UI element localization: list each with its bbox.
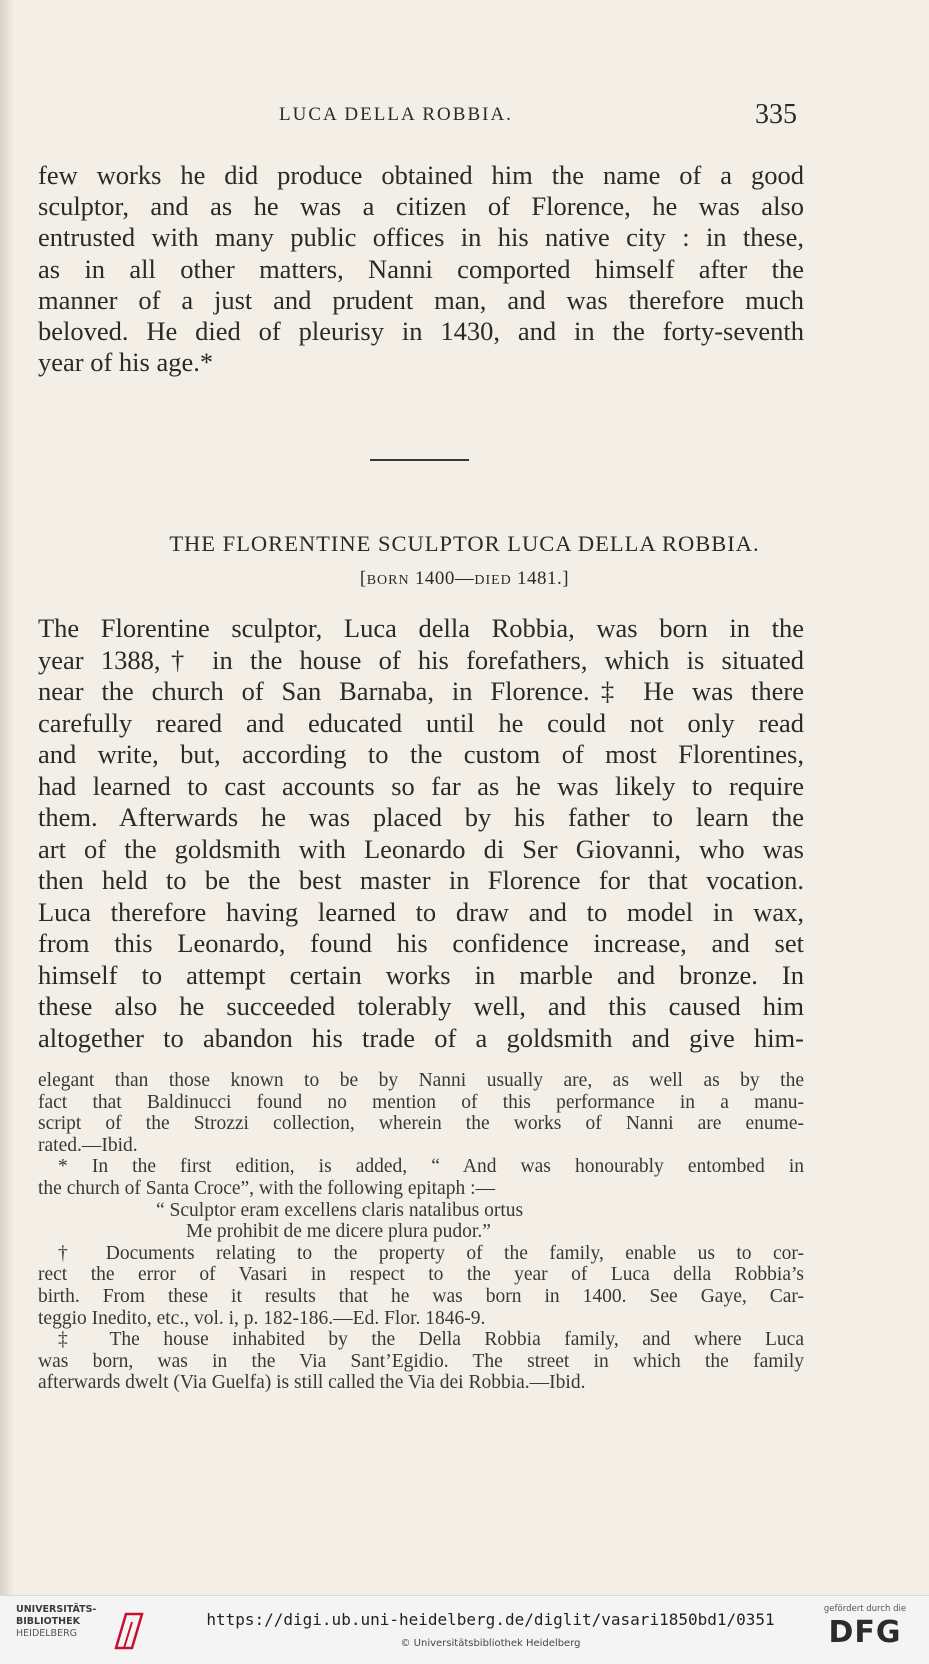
text-line: year 1388,† in the house of his forefathers, which is situated (38, 644, 804, 675)
text-line: sculptor, and as he was a citizen of Florence, he was also (38, 191, 804, 222)
born-label: BORN (366, 573, 410, 588)
viewer-footer (0, 1595, 929, 1664)
footnote-line: elegant than those known to be by Nanni usually are, as well as by the (38, 1070, 804, 1091)
footnote-double-dagger (38, 1329, 804, 1394)
paragraph-nanni-conclusion (38, 160, 804, 378)
bracket: [ (359, 568, 367, 589)
section-dates (0, 568, 929, 590)
running-title: LUCA DELLA ROBBIA. (279, 104, 513, 125)
funder-caption: gefördert durch die (823, 1604, 907, 1614)
text-line: then held to be the best master in Florence for that vocation. (38, 865, 804, 895)
footnote-line: was born, was in the Via Sant’Egidio. The street in which the family (38, 1350, 804, 1372)
text-line: himself to attempt certain works in marble and bronze. In (38, 959, 804, 990)
footnote-line: rated.—Ibid. (38, 1134, 138, 1156)
text-line: them. Afterwards he was placed by his father to learn the (38, 802, 804, 832)
section-divider (370, 459, 469, 461)
text-line: art of the goldsmith with Leonardo di Ser Giovanni, who was (38, 833, 804, 864)
running-head (0, 99, 929, 134)
text-line: had learned to cast accounts so far as he was likely to require (38, 770, 804, 801)
footnote-line: birth. From these it results that he was born in 1400. See Gaye, Car- (38, 1285, 804, 1307)
text-line: Luca therefore having learned to draw and to model in wax, (38, 896, 804, 927)
text-line: these also he succeeded tolerably well, and this caused him (38, 991, 804, 1021)
text-line: carefully reared and educated until he could not only read (38, 707, 804, 738)
footnote-line: † Documents relating to the property of the family, enable us to cor- (58, 1242, 804, 1264)
library-name-line: BIBLIOTHEK (16, 1616, 80, 1627)
footnote-star (38, 1156, 804, 1242)
text-line: beloved. He died of pleurisy in 1430, and in the forty-seventh (38, 316, 804, 347)
funder-block[interactable] (815, 1604, 915, 1652)
page-edge-shadow (0, 0, 14, 1595)
born-year: 1400— (409, 568, 475, 589)
text-line: manner of a just and prudent man, and was therefore much (38, 284, 804, 315)
section-title: THE FLORENTINE SCULPTOR LUCA DELLA ROBBIA. (169, 531, 760, 556)
died-label: DIED (474, 573, 512, 588)
text-line: from this Leonardo, found his confidence increase, and set (38, 928, 804, 958)
died-year: 1481.] (511, 568, 570, 589)
text-line: and write, but, according to the custom of most Florentines, (38, 739, 804, 769)
text-line: year of his age.* (38, 347, 214, 378)
footnote-continuation (38, 1070, 804, 1156)
footnote-line: afterwards dwelt (Via Guelfa) is still called the Via dei Robbia.—Ibid. (38, 1372, 586, 1394)
footnote-dagger (38, 1243, 804, 1329)
text-line: The Florentine sculptor, Luca della Robbia, was born in the (38, 613, 804, 643)
text-line: entrusted with many public offices in his native city : in these, (38, 222, 804, 253)
footnotes (38, 1070, 804, 1394)
footnote-line: rect the error of Vasari in respect to the year of Luca della Robbia’s (38, 1264, 804, 1286)
paragraph-luca-biography (38, 613, 804, 1054)
text-line: near the church of San Barnaba, in Florence.‡ He was there (38, 676, 804, 706)
footnote-line: ‡ The house inhabited by the Della Robbia family, and where Luca (58, 1329, 804, 1351)
page-number: 335 (755, 99, 797, 130)
permalink-url[interactable]: https://digi.ub.uni-heidelberg.de/diglit/vasari1850bd1/0351 (206, 1610, 775, 1629)
footnote-line: * In the first edition, is added, “ And was honourably entombed in (58, 1156, 804, 1178)
footnote-line: teggio Inedito, etc., vol. i, p. 182-186.—Ed. Flor. 1846-9. (38, 1307, 486, 1329)
footnote-line: fact that Baldinucci found no mention of this performance in a manu- (38, 1091, 804, 1113)
copyright-notice: © Universitätsbibliothek Heidelberg (400, 1638, 581, 1649)
text-line: few works he did produce obtained him the name of a good (38, 160, 804, 190)
library-city-line: HEIDELBERG (16, 1628, 78, 1639)
epitaph-line: Me prohibit de me dicere plura pudor.” (186, 1221, 491, 1243)
epitaph-line: “ Sculptor eram excellens claris natalibus ortus (156, 1199, 524, 1221)
text-line: altogether to abandon his trade of a goldsmith and give him- (38, 1022, 804, 1053)
dfg-logo: DFG (828, 1615, 902, 1650)
footnote-line: script of the Strozzi collection, wherein the works of Nanni are enume- (38, 1113, 804, 1135)
footnote-line: the church of Santa Croce”, with the following epitaph :— (38, 1177, 496, 1199)
text-line: as in all other matters, Nanni comported himself after the (38, 253, 804, 284)
library-name-line: UNIVERSITÄTS- (16, 1604, 97, 1615)
